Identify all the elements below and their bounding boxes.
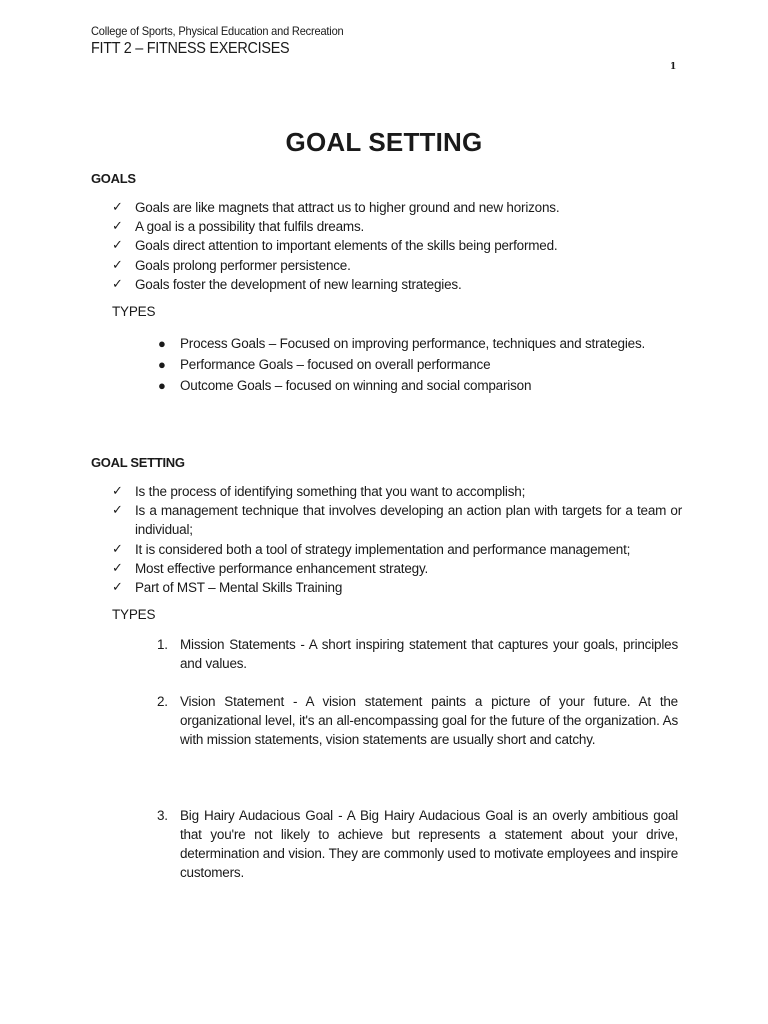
checkmark-icon: ✓ <box>112 219 123 235</box>
numbered-item <box>157 806 678 882</box>
checkmark-icon: ✓ <box>112 503 123 519</box>
checkmark-icon: ✓ <box>112 257 123 273</box>
list-item-text: Is a management technique that involves developing an action plan with targets for a team or individual; <box>135 503 682 538</box>
list-item <box>112 540 682 559</box>
list-item-text: It is considered both a tool of strategy implementation and performance management; <box>135 541 631 557</box>
header-college-name: College of Sports, Physical Education and Recreation <box>91 24 344 38</box>
list-item <box>112 275 682 294</box>
goals-heading: GOALS <box>91 171 136 186</box>
goal-setting-list <box>112 482 682 597</box>
bullet-icon: ● <box>158 357 166 372</box>
list-item <box>112 236 682 255</box>
list-item-text: Goals direct attention to important elements of the skills being performed. <box>135 238 558 254</box>
list-item-text: Is the process of identifying something that you want to accomplish; <box>135 484 526 499</box>
numbered-item-text: Big Hairy Audacious Goal - A Big Hairy Audacious Goal is an overly ambitious goal that you're not likely to achieve but represents a statement about your drive, determination and vision. They are commonly used to motivate employees and inspire customers. <box>180 808 678 880</box>
checkmark-icon: ✓ <box>112 276 123 292</box>
list-item-text: Performance Goals – focused on overall performance <box>180 357 491 372</box>
list-item-text: Outcome Goals – focused on winning and social comparison <box>180 378 532 393</box>
numbered-item-text: Mission Statements - A short inspiring statement that captures your goals, principles and values. <box>180 637 678 671</box>
list-item <box>112 578 682 597</box>
list-item <box>112 198 682 217</box>
goal-types-list <box>157 334 678 397</box>
checkmark-icon: ✓ <box>112 580 123 596</box>
item-number: 2. <box>157 694 168 709</box>
list-item <box>112 256 682 275</box>
list-item <box>157 334 678 353</box>
list-item <box>112 482 682 501</box>
list-item-text: Part of MST – Mental Skills Training <box>135 580 343 596</box>
checkmark-icon: ✓ <box>112 238 123 254</box>
list-item-text: Process Goals – Focused on improving performance, techniques and strategies. <box>180 336 646 351</box>
page-title: GOAL SETTING <box>285 127 483 157</box>
goal-setting-types-label: TYPES <box>112 607 156 622</box>
header-course-title: FITT 2 – FITNESS EXERCISES <box>91 40 290 57</box>
page-number: 1 <box>670 62 677 72</box>
goals-list <box>112 198 682 294</box>
numbered-item <box>157 692 678 749</box>
list-item <box>112 501 682 539</box>
goal-setting-heading: GOAL SETTING <box>91 455 185 470</box>
item-number: 3. <box>157 808 168 823</box>
list-item <box>112 559 682 578</box>
checkmark-icon: ✓ <box>112 200 123 215</box>
list-item-text: Goals foster the development of new learning strategies. <box>135 276 462 292</box>
list-item-text: A goal is a possibility that fulfils dreams. <box>135 219 365 235</box>
list-item <box>112 217 682 236</box>
checkmark-icon: ✓ <box>112 541 123 557</box>
bullet-icon: ● <box>158 378 166 393</box>
list-item <box>157 376 678 395</box>
list-item <box>157 355 678 374</box>
item-number: 1. <box>157 637 168 652</box>
list-item-text: Goals prolong performer persistence. <box>135 257 351 273</box>
list-item-text: Goals are like magnets that attract us to higher ground and new horizons. <box>135 200 560 215</box>
checkmark-icon: ✓ <box>112 560 123 576</box>
list-item-text: Most effective performance enhancement strategy. <box>135 560 429 576</box>
numbered-item <box>157 635 678 673</box>
bullet-icon: ● <box>158 336 166 351</box>
goal-types-label: TYPES <box>112 304 156 319</box>
checkmark-icon: ✓ <box>112 484 123 499</box>
numbered-item-text: Vision Statement - A vision statement paints a picture of your future. At the organizational level, it's an all-encompassing goal for the future of the organization. As with mission statements, vision statements are usually short and catchy. <box>180 694 678 747</box>
